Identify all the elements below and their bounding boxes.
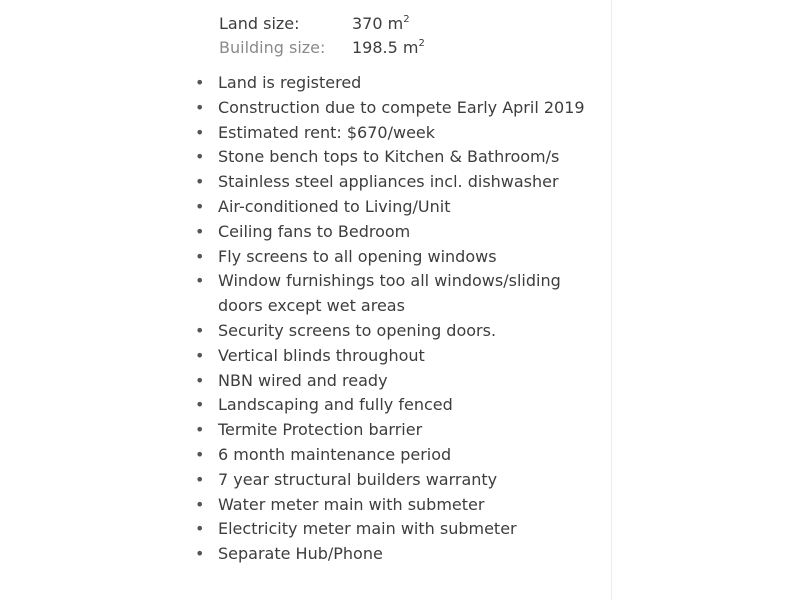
feature-text: Vertical blinds throughout: [218, 345, 425, 365]
feature-item: [195, 71, 595, 96]
bullet-icon: •: [195, 122, 205, 142]
feature-item: [195, 369, 595, 394]
feature-text: Air-conditioned to Living/Unit: [218, 196, 451, 216]
feature-item: [195, 517, 595, 542]
feature-text: Land is registered: [218, 73, 362, 92]
feature-text: Security screens to opening doors.: [218, 320, 497, 340]
bullet-icon: •: [195, 271, 205, 291]
feature-text: Stainless steel appliances incl. dishwasher: [218, 172, 559, 192]
feature-item: [195, 145, 595, 170]
feature-item: [195, 220, 595, 245]
feature-item: [195, 96, 595, 121]
bullet-icon: •: [195, 97, 205, 117]
feature-item: [195, 418, 595, 443]
bullet-icon: •: [195, 147, 205, 167]
feature-text: Ceiling fans to Bedroom: [218, 221, 411, 241]
bullet-icon: •: [195, 172, 205, 192]
feature-item: [195, 443, 595, 468]
feature-item: [195, 493, 595, 518]
feature-item: [195, 319, 595, 344]
features-list: [195, 71, 595, 567]
property-specs: [219, 12, 425, 60]
feature-text: Window furnishings too all windows/sliding doors except wet areas: [218, 271, 561, 316]
bullet-icon: •: [195, 196, 205, 216]
feature-item: [195, 170, 595, 195]
bullet-icon: •: [195, 73, 205, 92]
bullet-icon: •: [195, 370, 205, 390]
building-size-row: [219, 36, 425, 60]
land-size-label: Land size:: [219, 14, 300, 33]
building-size-unit-superscript: 2: [418, 37, 425, 49]
feature-text: Electricity meter main with submeter: [218, 519, 517, 539]
feature-text: NBN wired and ready: [218, 370, 388, 390]
feature-item: [195, 344, 595, 369]
bullet-icon: •: [195, 494, 205, 514]
bullet-icon: •: [195, 246, 205, 266]
feature-item: [195, 245, 595, 270]
feature-text: 7 year structural builders warranty: [218, 469, 498, 489]
feature-text: 6 month maintenance period: [218, 444, 452, 464]
feature-item: [195, 393, 595, 418]
bullet-icon: •: [195, 420, 205, 440]
feature-item: [195, 121, 595, 146]
feature-item: [195, 542, 595, 567]
bullet-icon: •: [195, 519, 205, 539]
feature-text: Fly screens to all opening windows: [218, 246, 497, 266]
bullet-icon: •: [195, 320, 205, 340]
feature-text: Construction due to compete Early April 2019: [218, 97, 585, 117]
bullet-icon: •: [195, 444, 205, 464]
property-details-panel: [170, 0, 612, 600]
bullet-icon: •: [195, 221, 205, 241]
land-size-number: 370 m: [352, 14, 404, 33]
bullet-icon: •: [195, 395, 205, 415]
land-size-row: [219, 12, 425, 36]
building-size-label: Building size:: [219, 38, 326, 57]
bullet-icon: •: [195, 469, 205, 489]
land-size-value: [352, 12, 410, 36]
feature-text: Separate Hub/Phone: [218, 544, 383, 564]
feature-text: Water meter main with submeter: [218, 494, 485, 514]
feature-text: Termite Protection barrier: [218, 420, 423, 440]
bullet-icon: •: [195, 544, 205, 564]
feature-item: [195, 195, 595, 220]
bullet-icon: •: [195, 345, 205, 365]
feature-item: [195, 269, 595, 319]
feature-text: Estimated rent: $670/week: [218, 122, 436, 142]
feature-text: Stone bench tops to Kitchen & Bathroom/s: [218, 147, 560, 167]
feature-text: Landscaping and fully fenced: [218, 395, 453, 415]
feature-item: [195, 468, 595, 493]
building-size-number: 198.5 m: [352, 38, 419, 57]
building-size-value: [352, 36, 425, 60]
land-size-unit-superscript: 2: [403, 13, 410, 25]
